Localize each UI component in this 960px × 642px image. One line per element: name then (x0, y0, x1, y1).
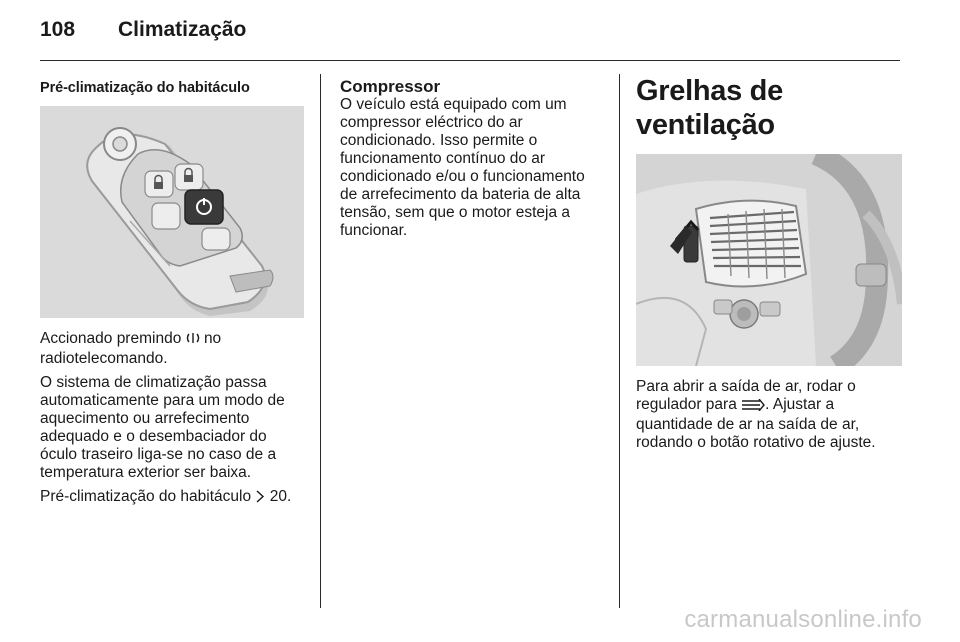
column-preconditioning (40, 74, 306, 514)
section-heading-ventilation: Grelhas de ventilação (636, 75, 783, 141)
header-divider (40, 60, 900, 61)
activation-text-end: no radiotelecomando. (40, 330, 222, 367)
column-ventilation (636, 74, 902, 458)
airflow-open-icon (741, 398, 765, 416)
paragraph-compressor: O veículo está equipado com um compressor eléctrico do ar condicionado. Isso permite o funcionamento contínuo do ar condicionado e/ou o funcionamento de arrefecimento da bateria de alta tensão, sem que o motor esteja a funcionar. (340, 96, 585, 239)
column-divider-1 (320, 74, 321, 608)
chapter-title: Climatização (118, 18, 247, 41)
paragraph-vent-instructions (636, 378, 902, 452)
page-header (40, 18, 246, 48)
watermark: carmanualsonline.info (684, 606, 922, 633)
remote-start-icon (186, 331, 200, 350)
remote-key-fob-illustration (40, 106, 304, 318)
paragraph-auto-mode: O sistema de climatização passa automaticamente para um modo de aquecimento ou arrefecimento adequado e o desembaciador do óculo traseiro liga-se no caso de a temperatura exterior ser baixa. (40, 374, 285, 481)
column-compressor (340, 74, 602, 246)
section-heading-compressor: Compressor (340, 77, 441, 96)
paragraph-activation (40, 330, 306, 368)
cross-reference-page: 20. (269, 488, 292, 505)
activation-text-start: Accionado premindo (40, 330, 182, 347)
paragraph-cross-reference (40, 488, 306, 508)
cross-reference-text: Pré-climatização do habitáculo (40, 488, 252, 505)
page-reference-arrow-icon (255, 490, 265, 508)
vent-text-start: Para abrir a saída de ar, rodar o regulador para (636, 378, 856, 413)
vent-text-end: . Ajustar a quantidade de ar na saída de ar, rodando o botão rotativo de ajuste. (636, 396, 876, 451)
page-number: 108 (40, 18, 76, 41)
section-heading-preconditioning: Pré-climatização do habitáculo (40, 80, 250, 96)
air-vent-dashboard-illustration (636, 154, 902, 366)
column-divider-2 (619, 74, 620, 608)
